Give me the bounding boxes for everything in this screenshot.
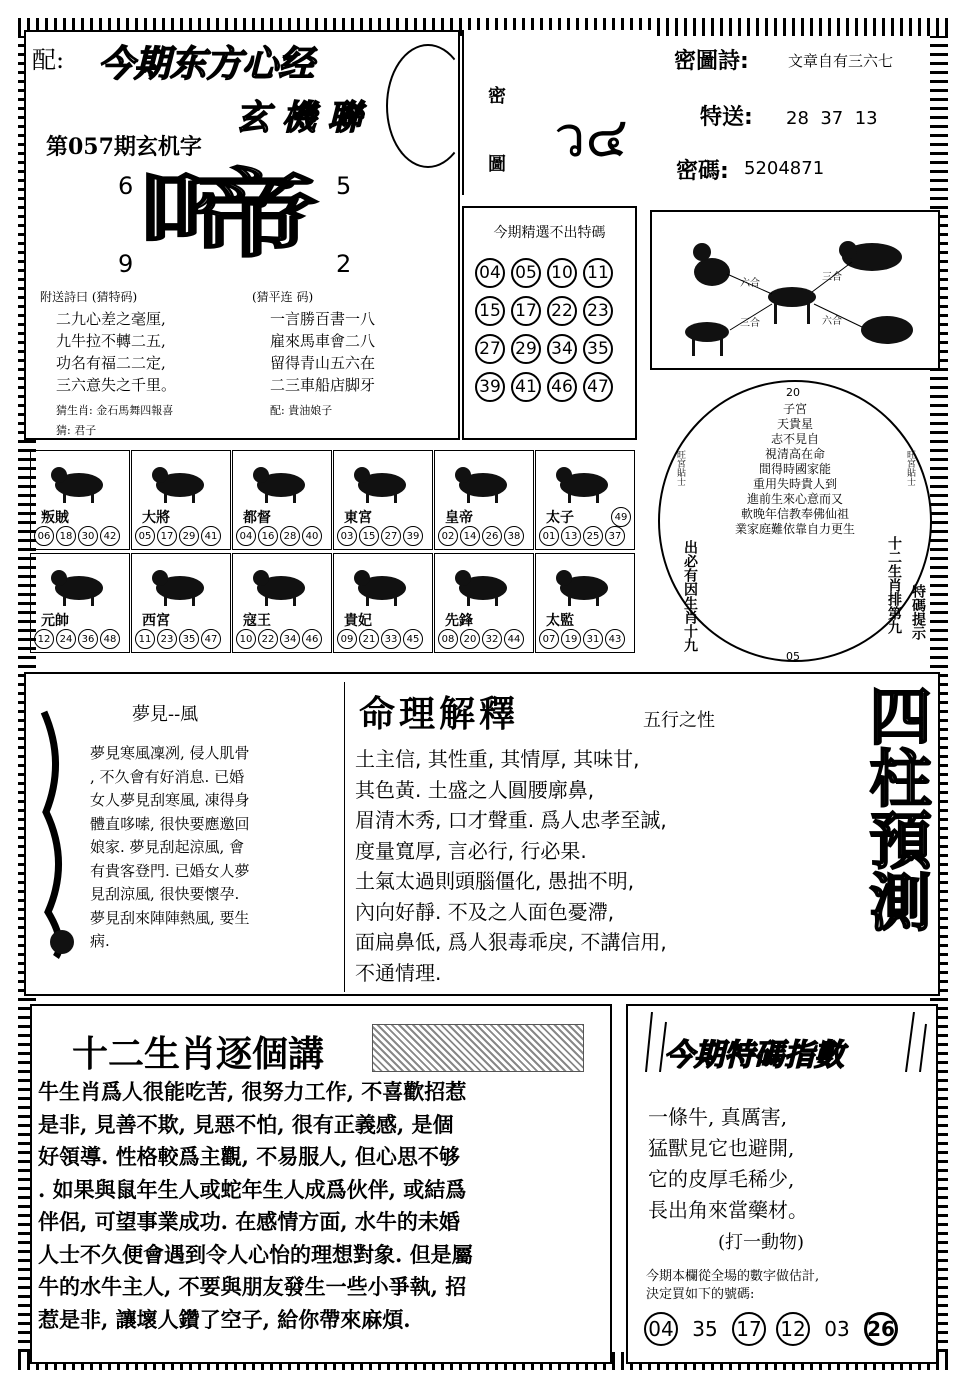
zodiac-number: 26 [482,526,502,546]
harmony-label: 三合 [822,272,842,283]
guess-extra: 猜: 君子 [56,424,97,437]
poem-line: 留得青山五六在 [270,354,376,372]
index-number: 26 [864,1312,898,1346]
poem-right [270,308,375,396]
fate-line: 不通情理. [355,960,442,985]
zodiac-number: 37 [605,526,625,546]
zodiac-numbers [437,629,525,649]
zodiac-number: 21 [359,629,379,649]
zodiac-number: 03 [337,526,357,546]
zodiac-cell [434,450,534,550]
fate-text [355,744,667,988]
zodiac-talk-text [38,1076,473,1336]
riddle-line: 長出角來當藥材。 [648,1198,808,1222]
poem-line: 功名有福二二定, [56,354,166,372]
circle-poem-line: 進前生來心意而又 [746,492,843,506]
secret-label-char: 密 [488,86,506,107]
period-label: 第057期玄机字 [46,134,202,160]
riddle-panel [24,30,460,440]
zodiac-number: 41 [201,526,221,546]
fate-title: 命理解釋 [359,693,520,735]
zodiac-talk-panel [30,1004,612,1364]
goat-icon [146,562,212,606]
corner-number-br: 2 [336,250,352,278]
index-number: 04 [644,1312,678,1346]
zodiac-cell [535,450,635,550]
zodiac-number: 48 [100,629,120,649]
zodiac-number: 33 [381,629,401,649]
guess-zodiac: 猜生肖: 金石馬舞四報喜 [56,404,174,417]
circle-poem-line: 志不見自 [770,432,819,446]
zodiac-number: 01 [539,526,559,546]
pick-number: 05 [511,258,541,288]
harmony-label: 三合 [740,318,760,329]
handwritten-chart: ว๔ [554,105,628,170]
poem-line: 三六意失之千里。 [56,376,177,394]
special-hint-text: 特碼提示 [910,584,926,640]
riddle-line: 一條牛, 真厲害, [648,1105,788,1129]
zodiac-number: 05 [135,526,155,546]
zodiac-role: 叛賊 [41,510,69,526]
zodiac-cell [434,553,534,653]
bottom-number: 05 [786,650,800,663]
monkey-icon [247,562,313,606]
dream-line: 娘家. 夢見刮起涼風, 會 [90,838,245,856]
zodiac-number: 35 [179,629,199,649]
zodiac-cell [30,553,130,653]
right-vertical-text: 十二生肖排第九 [886,536,902,634]
zodiac-number: 16 [258,526,278,546]
dream-title: 夢見--風 [132,704,199,725]
zodiac-number: 34 [280,629,300,649]
zodiac-numbers [437,526,525,546]
pick-number: 22 [547,296,577,326]
zodiac-number: 32 [482,629,502,649]
zodiac-number: 36 [78,629,98,649]
dream-panel [36,684,326,984]
poem-line: 二三車船店脚牙 [270,376,376,394]
mystery-character: 啼 [136,158,330,271]
horse-icon [45,562,111,606]
zodiac-number: 45 [403,629,423,649]
corner-number-tr: 5 [336,172,352,200]
goat-silhouette [861,316,913,344]
poem-text: 文章自有三六七 [788,52,894,70]
picks-grid [472,254,632,406]
dream-line: 病. [90,932,110,950]
zodiac-number: 28 [280,526,300,546]
zodiac-number: 42 [100,526,120,546]
pick-number: 47 [583,372,613,402]
circle-poem-line: 子宮 [782,402,807,416]
fate-line: 土主信, 其性重, 其情厚, 其味甘, [355,747,640,771]
rabbit-icon [348,459,414,503]
dream-line: 體直哆嗦, 很快要應邀回 [90,814,250,833]
index-panel [626,1004,938,1364]
zodiac-role: 皇帝 [445,510,473,526]
note-line: 今期本欄從全場的數字做估計, [646,1269,820,1284]
index-riddle [648,1102,808,1226]
index-number: 17 [732,1312,766,1346]
chart-label-char: 圖 [488,154,506,175]
rat-silhouette [693,243,730,286]
middle-section [24,672,940,996]
zodiac-number: 09 [337,629,357,649]
index-note [646,1268,819,1304]
code-label: 密碼: [676,159,729,184]
zodiac-number: 25 [583,526,603,546]
talk-line: 人士不久便會遇到令人心怡的理想對象. 但是屬 [38,1241,473,1267]
zodiac-talk-title: 十二生肖逐個講 [72,1033,325,1075]
corner-number-bl: 9 [118,250,134,278]
zodiac-number: 31 [583,629,603,649]
zodiac-number: 10 [236,629,256,649]
zodiac-cell [131,553,231,653]
zodiac-role: 寇王 [243,613,271,629]
rooster-icon [348,562,414,606]
zodiac-cell [333,553,433,653]
zodiac-number: 18 [56,526,76,546]
fate-subtitle: 五行之性 [643,710,715,731]
zodiac-number: 19 [561,629,581,649]
zodiac-number: 27 [381,526,401,546]
index-number: 35 [692,1317,718,1341]
zodiac-role: 太子 [546,510,574,526]
zodiac-number: 47 [201,629,221,649]
snake-icon [550,459,616,503]
zodiac-number: 29 [179,526,199,546]
secret-chart-panel [462,30,652,195]
fate-line: 度量寬厚, 言必行, 行必果. [355,838,587,863]
riddle-line: 它的皮厚毛稀少, [648,1167,795,1191]
picks-title: 今期精選不出特碼 [493,225,606,241]
horse-silhouette [768,287,816,324]
zodiac-number: 44 [504,629,524,649]
index-number: 12 [776,1312,810,1346]
secret-info [664,40,944,190]
poem-label-right: (猜平连 码) [252,290,314,304]
dream-line: 有貴客登門. 已婚女人夢 [90,861,250,880]
sub-title: 玄 機 聯 [236,98,362,138]
talk-line: 是非, 見善不欺, 見惡不怕, 很有正義感, 是個 [38,1111,454,1137]
pick-number: 35 [583,334,613,364]
riddle-line: 猛獸見它也避開, [648,1136,795,1160]
zodiac-cell [535,553,635,653]
poem-line: 二九心差之毫厘, [56,310,166,328]
zodiac-cell [232,553,332,653]
zodiac-numbers [336,526,424,546]
side-label-left: 旺宮貼士 [675,450,685,486]
zodiac-cell [30,450,130,550]
fate-line: 土氣太過則頭腦僵化, 愚拙不明, [355,869,635,893]
poem-line: 雇來馬車會二八 [270,332,376,350]
pick-number: 39 [475,372,505,402]
pig-icon [550,562,616,606]
talk-line: 牛的水牛主人, 不要與朋友發生一些小爭執, 招 [38,1274,467,1299]
top-number: 20 [786,386,800,399]
note-line: 決定買如下的號碼: [646,1287,755,1302]
zodiac-number: 38 [504,526,524,546]
zodiac-number: 06 [34,526,54,546]
fate-panel [344,682,845,992]
pick-number: 15 [475,296,505,326]
zodiac-number: 15 [359,526,379,546]
poem-line: 一言勝百書一八 [270,310,376,328]
fate-line: 面扁鼻低, 爲人狠毒乖戾, 不講信用, [355,930,667,954]
pick-number: 34 [547,334,577,364]
zodiac-number: 04 [236,526,256,546]
zodiac-number: 39 [403,526,423,546]
fate-line: 其色黃. 土盛之人圓腰廓鼻, [355,777,595,802]
zodiac-role: 東宮 [344,510,372,526]
index-numbers [644,1312,898,1346]
pick-number: 23 [583,296,613,326]
tiger-silhouette [839,241,902,271]
zodiac-numbers [33,526,121,546]
zodiac-numbers [134,629,222,649]
zodiac-number: 46 [302,629,322,649]
zodiac-numbers [538,526,626,546]
pick-number: 11 [583,258,613,288]
vertical-title: 四柱預測 [859,684,932,932]
zodiac-role: 大將 [142,510,170,526]
side-label-right: 旺宮貼士 [905,450,915,486]
zodiac-number: 24 [56,629,76,649]
pick-number: 04 [475,258,505,288]
zodiac-number: 43 [605,629,625,649]
dog-icon [449,562,515,606]
zodiac-role: 都督 [243,510,271,526]
corner-number-tl: 6 [118,172,134,200]
zodiac-number: 08 [438,629,458,649]
zodiac-numbers [336,629,424,649]
zodiac-role: 先鋒 [445,613,473,629]
talk-line: 牛生肖爲人很能吃苦, 很努力工作, 不喜歡招惹 [38,1079,467,1104]
horse-silhouette-2 [685,322,729,356]
poem-line: 九牛拉不轉二五, [56,332,166,350]
dream-illustration [36,702,80,962]
dream-text [90,742,250,954]
guess-pair: 配: 貴油娘子 [270,404,333,417]
zodiac-numbers [134,526,222,546]
zodiac-number: 40 [302,526,322,546]
poem-label: 密圖詩: [674,49,749,74]
index-number: 03 [824,1317,850,1341]
fate-line: 內向好靜. 不及之人面色憂滯, [355,899,615,924]
zodiac-role: 太監 [546,613,574,629]
zodiac-cell [232,450,332,550]
zodiac-number: 17 [157,526,177,546]
circle-poem-line: 視清高在命 [764,447,825,461]
zodiac-cell [333,450,433,550]
pick-number: 41 [511,372,541,402]
circle-poem-line: 間得時國家能 [758,462,831,476]
pick-number: 17 [511,296,541,326]
banner-decoration [372,1024,584,1072]
main-title: 今期东方心经 [98,43,315,85]
zodiac-role: 貴妃 [344,613,372,629]
special-numbers: 28 37 13 [786,108,878,129]
talk-line: 伴侶, 可望事業成功. 在感情方面, 水牛的未婚 [38,1209,460,1234]
code-value: 5204871 [744,158,825,179]
dream-line: 見刮涼風, 很快要懷孕. [90,885,240,903]
dream-line: 女人夢見刮寒風, 凍得身 [90,791,250,809]
zodiac-number: 12 [34,629,54,649]
tiger-icon [247,459,313,503]
zodiac-numbers [538,629,626,649]
dream-line: , 不久會有好消息. 已婚 [90,767,245,786]
zodiac-role: 西宮 [142,613,170,629]
pick-number: 46 [547,372,577,402]
index-hint: (打一動物) [718,1232,805,1253]
zodiac-role: 元帥 [41,613,69,629]
pick-number: 10 [547,258,577,288]
talk-line: . 如果與鼠年生人或蛇年生人成爲伙伴, 或結爲 [38,1176,467,1202]
zodiac-number: 30 [78,526,98,546]
dream-line: 夢見刮來陣陣熱風, 要生 [90,908,250,927]
ox-icon [146,459,212,503]
harmony-label: 六合 [740,278,760,289]
zodiac-numbers [235,629,323,649]
half-circle-decoration [386,44,470,168]
circle-poem [650,380,940,670]
zodiac-number: 14 [460,526,480,546]
zodiac-number: 13 [561,526,581,546]
dragon-icon [449,459,515,503]
harmony-diagram [652,212,938,368]
harmony-label: 六合 [822,316,842,327]
circle-poem-line: 天貴星 [776,417,813,431]
special-label: 特送: [700,105,753,130]
harmony-chart [650,210,940,370]
prefix-label: 配: [32,46,65,74]
pick-number: 29 [511,334,541,364]
poem-left [56,308,176,396]
zodiac-number: 11 [135,629,155,649]
dream-line: 夢見寒風凜冽, 侵人肌骨 [90,744,250,762]
index-title: 今期特碼指數 [664,1038,844,1073]
zodiac-numbers [235,526,323,546]
pick-number: 27 [475,334,505,364]
zodiac-number: 23 [157,629,177,649]
poem-label-left: 附送詩曰 (猜特码) [40,290,138,304]
talk-line: 好領導. 性格較爲主觀, 不易服人, 但心思不够 [38,1144,460,1169]
circle-poem-lines [650,402,940,537]
circle-poem-line: 重用失時貴人到 [752,477,837,491]
zodiac-number: 20 [460,629,480,649]
rat-icon [45,459,111,503]
picks-panel [462,206,637,440]
talk-line: 惹是非, 讓壞人鑽了空子, 給你帶來麻煩. [38,1306,411,1332]
zodiac-number: 22 [258,629,278,649]
zodiac-number: 02 [438,526,458,546]
zodiac-cell [131,450,231,550]
zodiac-number: 07 [539,629,559,649]
circle-poem-line: 業家庭難依靠自力更生 [734,522,855,536]
zodiac-extra-number: 49 [611,507,631,527]
fate-line: 眉清木秀, 口才聲重. 爲人忠孝至誠, [355,808,667,832]
zodiac-numbers [33,629,121,649]
zodiac-grid [30,450,636,656]
circle-poem-line: 軟晚年信教奉佛仙祖 [740,507,849,521]
left-vertical-text: 出必有因生肖十九 [682,540,698,652]
